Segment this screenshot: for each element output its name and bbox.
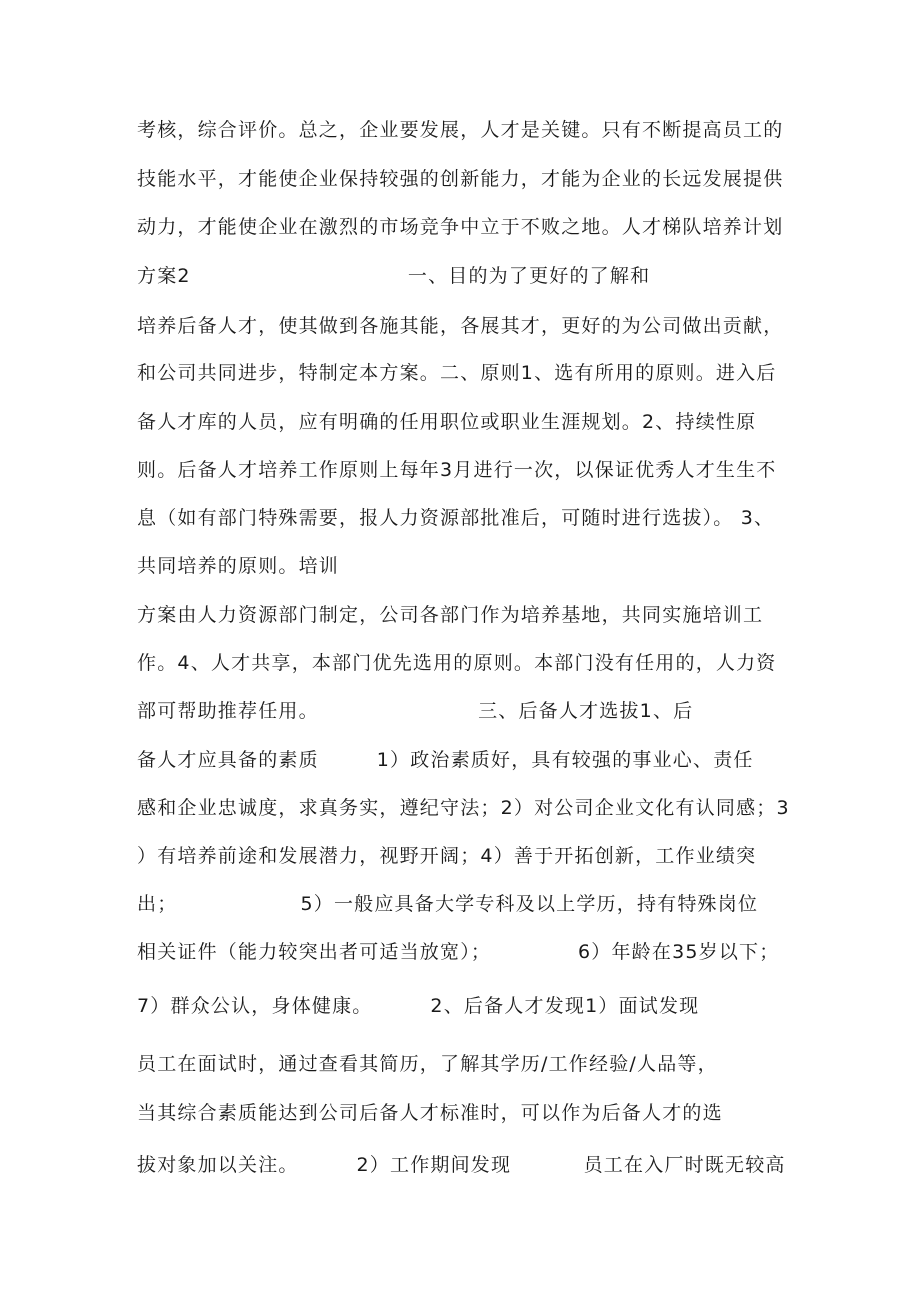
text-line: 出； 5）一般应具备大学专科及以上学历，持有特殊岗位: [137, 893, 759, 915]
text-line: 作。4、人才共享，本部门优先选用的原则。本部门没有任用的，人力资: [137, 652, 777, 674]
text-line: ）有培养前途和发展潜力，视野开阔；4）善于开拓创新，工作业绩突: [137, 845, 757, 867]
text-line: 共同培养的原则。培训: [137, 555, 340, 577]
text-line: 则。后备人才培养工作原则上每年3月进行一次，以保证优秀人才生生不: [137, 459, 777, 481]
text-line: 当其综合素质能达到公司后备人才标准时，可以作为后备人才的选: [137, 1102, 723, 1124]
text-line: 技能水平，才能使企业保持较强的创新能力，才能为企业的长远发展提供: [137, 168, 784, 190]
text-line: 员工在面试时，通过查看其简历，了解其学历/工作经验/人品等，: [137, 1053, 718, 1075]
text-line: 感和企业忠诚度，求真务实，遵纪守法；2）对公司企业文化有认同感；3: [137, 797, 790, 819]
text-line: 考核，综合评价。总之，企业要发展，人才是关键。只有不断提高员工的: [137, 119, 784, 141]
text-line: 部可帮助推荐任用。 三、后备人才选拔1、后: [137, 700, 694, 722]
text-line: 7）群众公认，身体健康。 2、后备人才发现1）面试发现: [137, 995, 700, 1017]
text-line: 息（如有部门特殊需要，报人力资源部批准后，可随时进行选拔）。 3、: [137, 507, 775, 529]
text-line: 方案由人力资源部门制定，公司各部门作为培养基地，共同实施培训工: [137, 604, 764, 626]
text-line: 备人才应具备的素质 1）政治素质好，具有较强的事业心、责任: [137, 749, 754, 771]
text-line: 和公司共同进步，特制定本方案。二、原则1、选有所用的原则。进入后: [137, 362, 777, 384]
text-line: 动力，才能使企业在激烈的市场竞争中立于不败之地。人才梯队培养计划: [137, 216, 784, 238]
text-line: 备人才库的人员，应有明确的任用职位或职业生涯规划。2、持续性原: [137, 411, 757, 433]
text-line: 相关证件（能力较突出者可适当放宽）； 6）年龄在35岁以下；: [137, 941, 780, 963]
text-line: 拔对象加以关注。 2）工作期间发现 员工在入厂时既无较高: [137, 1154, 786, 1176]
text-line: 方案2 一、目的为了更好的了解和: [137, 265, 651, 287]
text-line: 培养后备人才，使其做到各施其能，各展其才，更好的为公司做出贡献，: [137, 315, 784, 337]
